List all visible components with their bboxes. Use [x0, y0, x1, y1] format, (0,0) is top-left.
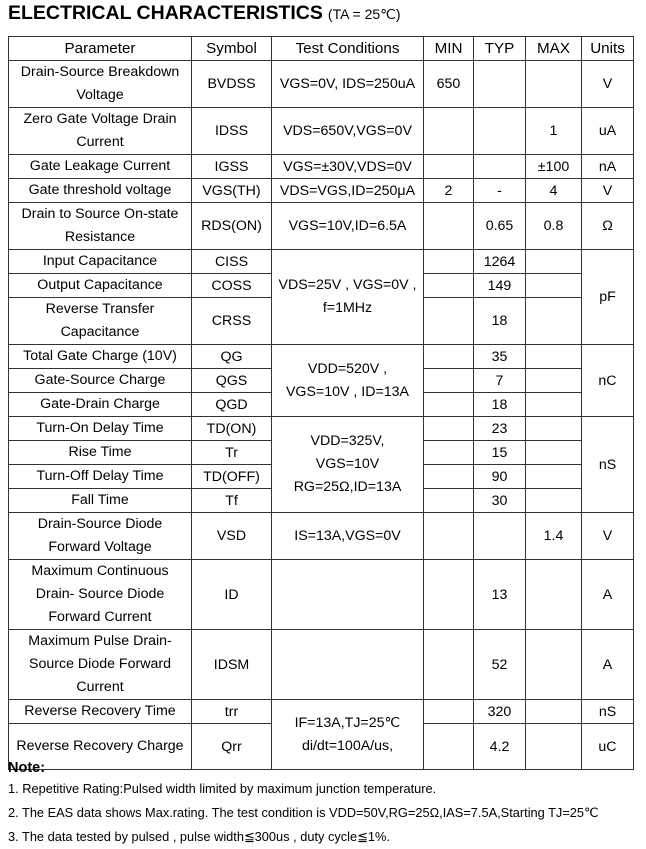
param-cell: Gate Leakage Current — [9, 155, 192, 179]
table-row — [9, 700, 634, 724]
min-cell — [424, 700, 474, 724]
condition-line: RG=25Ω,ID=13A — [293, 479, 402, 495]
min-cell — [424, 393, 474, 417]
table-row — [9, 179, 634, 203]
condition-cell: IS=13A,VGS=0V — [272, 513, 424, 560]
param-cell: Zero Gate Voltage Drain Current — [9, 108, 192, 155]
typ-cell: 18 — [474, 393, 526, 417]
note-item: 3. The data tested by pulsed , pulse width≦300us , duty cycle≦1%. — [8, 829, 390, 844]
typ-cell: 30 — [474, 489, 526, 513]
header-min: MIN — [424, 37, 474, 61]
header-max: MAX — [526, 37, 582, 61]
typ-cell: 1264 — [474, 250, 526, 274]
min-cell — [424, 250, 474, 274]
notes-section — [8, 759, 598, 849]
symbol-cell: CRSS — [192, 298, 272, 345]
param-cell: Turn-On Delay Time — [9, 417, 192, 441]
symbol-cell: VGS(TH) — [192, 179, 272, 203]
max-cell — [526, 465, 582, 489]
table-row — [9, 345, 634, 369]
max-cell: ±100 — [526, 155, 582, 179]
min-cell — [424, 630, 474, 700]
header-units: Units — [582, 37, 634, 61]
symbol-cell: IDSS — [192, 108, 272, 155]
min-cell — [424, 513, 474, 560]
table-row — [9, 250, 634, 274]
symbol-cell: Tf — [192, 489, 272, 513]
param-cell: Reverse Recovery Time — [9, 700, 192, 724]
min-cell — [424, 298, 474, 345]
min-cell — [424, 203, 474, 250]
max-cell — [526, 61, 582, 108]
typ-cell: 23 — [474, 417, 526, 441]
min-cell — [424, 489, 474, 513]
gate-charge-conditions — [272, 345, 424, 417]
symbol-cell: Qrr — [192, 724, 272, 770]
table-row — [9, 513, 634, 560]
max-cell — [526, 441, 582, 465]
note-item: 1. Repetitive Rating:Pulsed width limited by maximum junction temperature. — [8, 781, 437, 796]
header-row — [9, 37, 634, 61]
title-condition: (TA = 25℃) — [327, 6, 401, 22]
table-row — [9, 61, 634, 108]
max-cell — [526, 560, 582, 630]
symbol-cell: QG — [192, 345, 272, 369]
characteristics-table — [8, 36, 634, 770]
unit-cell: Ω — [582, 203, 634, 250]
condition-line: VGS=10V — [315, 456, 380, 472]
typ-cell: 149 — [474, 274, 526, 298]
typ-cell: 320 — [474, 700, 526, 724]
unit-cell: A — [582, 630, 634, 700]
min-cell — [424, 369, 474, 393]
unit-cell: V — [582, 179, 634, 203]
symbol-cell: VSD — [192, 513, 272, 560]
switching-conditions — [272, 417, 424, 513]
typ-cell — [474, 513, 526, 560]
param-cell: Fall Time — [9, 489, 192, 513]
param-cell: Drain-Source Breakdown Voltage — [9, 61, 192, 108]
condition-cell — [272, 560, 424, 630]
param-cell: Output Capacitance — [9, 274, 192, 298]
unit-cell: uA — [582, 108, 634, 155]
table-row — [9, 630, 634, 700]
max-cell: 1 — [526, 108, 582, 155]
min-cell — [424, 155, 474, 179]
param-cell: Total Gate Charge (10V) — [9, 345, 192, 369]
condition-cell: VGS=10V,ID=6.5A — [272, 203, 424, 250]
symbol-cell: COSS — [192, 274, 272, 298]
param-cell: Input Capacitance — [9, 250, 192, 274]
max-cell — [526, 369, 582, 393]
min-cell — [424, 465, 474, 489]
min-cell — [424, 108, 474, 155]
symbol-cell: QGS — [192, 369, 272, 393]
section-title — [8, 2, 401, 25]
typ-cell: 4.2 — [474, 724, 526, 770]
min-cell: 2 — [424, 179, 474, 203]
table-row — [9, 560, 634, 630]
switching-unit: nS — [582, 417, 634, 513]
min-cell: 650 — [424, 61, 474, 108]
max-cell: 4 — [526, 179, 582, 203]
typ-cell: 35 — [474, 345, 526, 369]
min-cell — [424, 417, 474, 441]
max-cell — [526, 489, 582, 513]
symbol-cell: CISS — [192, 250, 272, 274]
max-cell — [526, 393, 582, 417]
condition-line: IF=13A,TJ=25℃ — [294, 714, 401, 731]
condition-line: VDS=25V , VGS=0V , — [278, 277, 417, 293]
unit-cell: A — [582, 560, 634, 630]
max-cell: 1.4 — [526, 513, 582, 560]
typ-cell — [474, 61, 526, 108]
typ-cell — [474, 108, 526, 155]
symbol-cell: BVDSS — [192, 61, 272, 108]
symbol-cell: QGD — [192, 393, 272, 417]
max-cell — [526, 700, 582, 724]
condition-cell — [272, 630, 424, 700]
typ-cell: 13 — [474, 560, 526, 630]
typ-cell: 15 — [474, 441, 526, 465]
typ-cell: 18 — [474, 298, 526, 345]
min-cell — [424, 441, 474, 465]
header-symbol: Symbol — [192, 37, 272, 61]
symbol-cell: ID — [192, 560, 272, 630]
gate-charge-unit: nC — [582, 345, 634, 417]
header-test-conditions: Test Conditions — [272, 37, 424, 61]
min-cell — [424, 345, 474, 369]
note-item: 2. The EAS data shows Max.rating. The test condition is VDD=50V,RG=25Ω,IAS=7.5A,Starting TJ=25℃ — [8, 805, 599, 820]
condition-line: f=1MHz — [322, 300, 373, 316]
param-cell: Reverse Transfer Capacitance — [9, 298, 192, 345]
min-cell — [424, 560, 474, 630]
condition-line: VGS=10V , ID=13A — [285, 383, 410, 400]
param-cell: Maximum Continuous Drain- Source Diode Forward Current — [9, 560, 192, 630]
symbol-cell: TD(OFF) — [192, 465, 272, 489]
unit-cell: nA — [582, 155, 634, 179]
max-cell — [526, 630, 582, 700]
condition-cell: VDS=650V,VGS=0V — [272, 108, 424, 155]
condition-line: di/dt=100A/us, — [301, 737, 394, 754]
param-cell: Gate threshold voltage — [9, 179, 192, 203]
table-row — [9, 417, 634, 441]
title-text: ELECTRICAL CHARACTERISTICS — [8, 2, 323, 24]
typ-cell: 7 — [474, 369, 526, 393]
max-cell — [526, 274, 582, 298]
param-cell: Rise Time — [9, 441, 192, 465]
param-cell: Gate-Source Charge — [9, 369, 192, 393]
typ-cell: 52 — [474, 630, 526, 700]
param-cell: Gate-Drain Charge — [9, 393, 192, 417]
table-row — [9, 108, 634, 155]
symbol-cell: trr — [192, 700, 272, 724]
typ-cell: 0.65 — [474, 203, 526, 250]
symbol-cell: Tr — [192, 441, 272, 465]
max-cell — [526, 417, 582, 441]
header-typ: TYP — [474, 37, 526, 61]
condition-line: VDD=520V , — [307, 360, 388, 377]
max-cell: 0.8 — [526, 203, 582, 250]
unit-cell: uC — [582, 724, 634, 770]
unit-cell: V — [582, 513, 634, 560]
max-cell — [526, 250, 582, 274]
symbol-cell: RDS(ON) — [192, 203, 272, 250]
max-cell — [526, 298, 582, 345]
param-cell: Drain to Source On-state Resistance — [9, 203, 192, 250]
capacitance-conditions — [272, 250, 424, 345]
typ-cell: - — [474, 179, 526, 203]
symbol-cell: IDSM — [192, 630, 272, 700]
condition-cell: VDS=VGS,ID=250μA — [272, 179, 424, 203]
unit-cell: V — [582, 61, 634, 108]
unit-cell: nS — [582, 700, 634, 724]
max-cell — [526, 345, 582, 369]
param-cell: Turn-Off Delay Time — [9, 465, 192, 489]
notes-title: Note: — [8, 760, 46, 776]
symbol-cell: IGSS — [192, 155, 272, 179]
min-cell — [424, 274, 474, 298]
typ-cell: 90 — [474, 465, 526, 489]
condition-cell: VGS=±30V,VDS=0V — [272, 155, 424, 179]
param-cell: Drain-Source Diode Forward Voltage — [9, 513, 192, 560]
param-cell: Reverse Recovery Charge — [9, 724, 192, 770]
symbol-cell: TD(ON) — [192, 417, 272, 441]
typ-cell — [474, 155, 526, 179]
param-cell: Maximum Pulse Drain-Source Diode Forward Current — [9, 630, 192, 700]
header-parameter: Parameter — [9, 37, 192, 61]
condition-line: VDD=325V, — [310, 433, 385, 449]
capacitance-unit: pF — [582, 250, 634, 345]
condition-cell: VGS=0V, IDS=250uA — [272, 61, 424, 108]
table-row — [9, 155, 634, 179]
table-row — [9, 203, 634, 250]
